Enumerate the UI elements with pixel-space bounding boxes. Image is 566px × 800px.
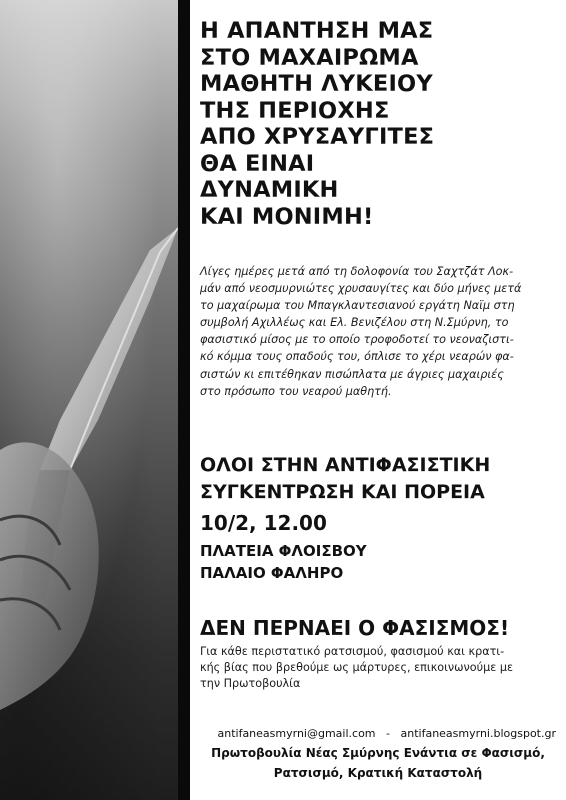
poster-content bbox=[200, 0, 556, 780]
event-datetime: 10/2, 12.00 bbox=[200, 511, 327, 535]
email-link[interactable]: antifaneasmyrni@gmail.com bbox=[217, 727, 376, 740]
body-line: φασιστικό μίσος με το οποίο τροφοδοτεί το νεοναζιστι- bbox=[200, 333, 514, 347]
headline-line: ΤΗΣ ΠΕΡΙΟΧΗΣ bbox=[200, 97, 390, 124]
body-line: στο πρόσωπο του νεαρού μαθητή. bbox=[200, 384, 392, 398]
body-line: κό κόμμα τους οπαδούς του, όπλισε το χέρι νεαρών φα- bbox=[200, 350, 514, 364]
note-line: Για κάθε περιστατικό ρατσισμού, φασισμού και κρατι- bbox=[200, 645, 505, 658]
divider-bar bbox=[178, 0, 190, 800]
headline-line: Η ΑΠΑΝΤΗΣΗ ΜΑΣ bbox=[200, 18, 434, 44]
blog-link[interactable]: antifaneasmyrni.blogspot.gr bbox=[400, 727, 556, 740]
body-line: σιστών κι επιτέθηκαν πισώπλατα με άγριες μαχαιριές bbox=[200, 367, 504, 381]
event-place-1: ΠΛΑΤΕΙΑ ΦΛΟΙΣΒΟΥ bbox=[200, 542, 367, 560]
headline-line: ΣΤΟ ΜΑΧΑΙΡΩΜΑ bbox=[200, 44, 419, 71]
footer-line-1: Πρωτοβουλία Νέας Σμύρνης Ενάντια σε Φασισμό, bbox=[211, 746, 545, 760]
knife-hand-photo bbox=[0, 0, 190, 800]
event-place-2: ΠΑΛΑΙΟ ΦΑΛΗΡΟ bbox=[200, 564, 344, 582]
note-line: την Πρωτοβουλία bbox=[200, 677, 301, 690]
knife-icon bbox=[0, 0, 190, 800]
headline-line: ΑΠΟ ΧΡΥΣΑΥΓΙΤΕΣ bbox=[200, 124, 435, 150]
call-line-2: ΣΥΓΚΕΝΤΡΩΣΗ ΚΑΙ ΠΟΡΕΙΑ bbox=[200, 481, 485, 503]
organization-footer bbox=[200, 743, 556, 783]
body-line: Λίγες ημέρες μετά από τη δολοφονία του Σαχτζάτ Λοκ- bbox=[200, 265, 514, 278]
body-line: μάν από νεοσμυρνιώτες χρυσαυγίτες και δύο μήνες μετά bbox=[200, 282, 522, 296]
footer-line-2: Ρατσισμό, Κρατική Καταστολή bbox=[273, 766, 483, 780]
contact-note bbox=[200, 644, 552, 692]
headline-line: ΚΑΙ ΜΟΝΙΜΗ! bbox=[200, 203, 374, 230]
slogan: ΔΕΝ ΠΕΡΝΑΕΙ Ο ΦΑΣΙΣΜΟΣ! bbox=[200, 616, 510, 640]
headline-line: ΜΑΘΗΤΗ ΛΥΚΕΙΟΥ bbox=[200, 71, 433, 97]
headline-line: ΘΑ ΕΙΝΑΙ bbox=[200, 150, 315, 177]
event-call bbox=[200, 452, 490, 584]
note-line: κής βίας που βρεθούμε ως μάρτυρες, επικοινωνούμε με bbox=[200, 661, 513, 674]
body-line: το μαχαίρωμα του Μπαγκλαντεσιανού εργάτη Ναϊμ στη bbox=[200, 299, 515, 313]
contact-separator: - bbox=[386, 727, 390, 740]
body-line: συμβολή Αχιλλέως και Ελ. Βενιζέλου στη Ν.Σμύρνη, το bbox=[200, 316, 509, 330]
contact-line bbox=[200, 727, 556, 740]
headline bbox=[200, 18, 556, 230]
body-paragraph bbox=[200, 263, 552, 400]
call-line-1: ΟΛΟΙ ΣΤΗΝ ΑΝΤΙΦΑΣΙΣΤΙΚΗ bbox=[200, 454, 491, 476]
headline-line: ΔΥΝΑΜΙΚΗ bbox=[200, 177, 339, 203]
